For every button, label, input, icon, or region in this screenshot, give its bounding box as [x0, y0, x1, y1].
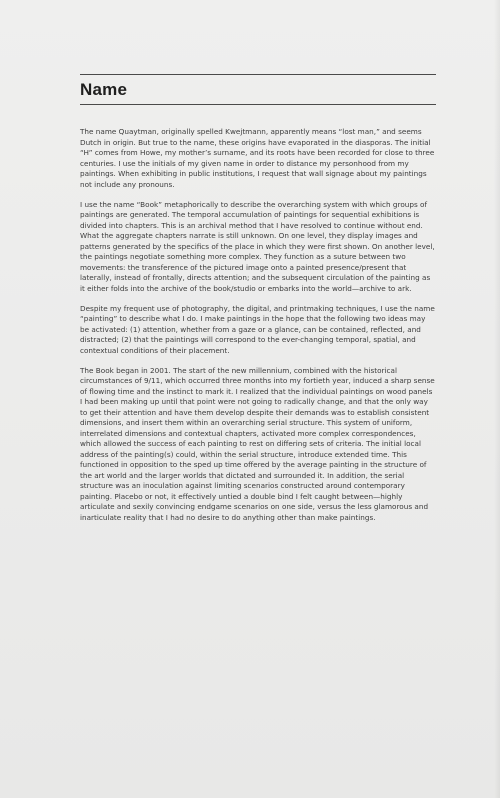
header-rule-bottom [80, 104, 436, 105]
section-title: Name [80, 80, 128, 99]
body-text [80, 127, 436, 533]
page-edge-shadow [494, 0, 500, 798]
paragraph-name-origin: The name Quaytman, originally spelled Kwejtmann, apparently means “lost man,” and seems Dutch in origin. But true to the name, these origins have evaporated in the diasporas. The initial “H” comes from Howe, my mother’s surname, and its roots have been recorded for close to three centuries. I use the initials of my given name in order to distance my personhood from my paintings. When exhibiting in public institutions, I request that wall signage about my paintings not include any pronouns. [80, 127, 435, 189]
paragraph-book-began: The Book began in 2001. The start of the new millennium, combined with the historical circumstances of 9/11, which occurred three months into my fortieth year, induced a sharp sense of flowing time and the instinct to mark it. I realized that the individual paintings on wood panels I had been making up until that point were not going to radically change, and that the only way to get their attention and have them develop despite their demands was to establish consistent dimensions, and insert them within an overarching serial structure. This system of uniform, interrelated dimensions and contextual chapters, activated more complex correspondences, which allowed the success of each painting to rest on differing sets of criteria. The initial local address of the painting(s) could, within the serial structure, introduce extended time. This functioned in opposition to the sped up time offered by the average painting in the structure of the art world and the larger worlds that dictated and surrounded it. In addition, the serial structure was an inoculation against limiting scenarios constructed around contemporary painting. Placebo or not, it effectively untied a double bind I felt caught between—highly articulate and sexily convincing endgame scenarios on one side, versus the less glamorous and inarticulate reality that I had no desire to do anything other than make paintings. [80, 365, 435, 522]
paragraph-painting-term: Despite my frequent use of photography, the digital, and printmaking techniques, I use the name “painting” to describe what I do. I make paintings in the hope that the following two ideas may be activated: (1) attention, whether from a gaze or a glance, can be contained, reflected, and distracted; (2) that the paintings will correspond to the ever-changing temporal, spatial, and contextual conditions of their placement. [80, 303, 435, 355]
header-rule-top [80, 74, 436, 75]
paragraph-book-metaphor: I use the name “Book” metaphorically to describe the overarching system with which groups of paintings are generated. The temporal accumulation of paintings for sequential exhibitions is divided into chapters. This is an archival method that I have resolved to continue without end. What the aggregate chapters narrate is still unknown. On one level, they display images and patterns generated by the specifics of the place in which they were first shown. On another level, the paintings negotiate something more complex. They function as a suture between two movements: the transference of the pictured image onto a painted presence/present that laterally, instead of frontally, directs attention; and the subsequent circulation of the painting as it either folds into the archive of the book/studio or embarks into the world—archive to ark. [80, 199, 435, 293]
